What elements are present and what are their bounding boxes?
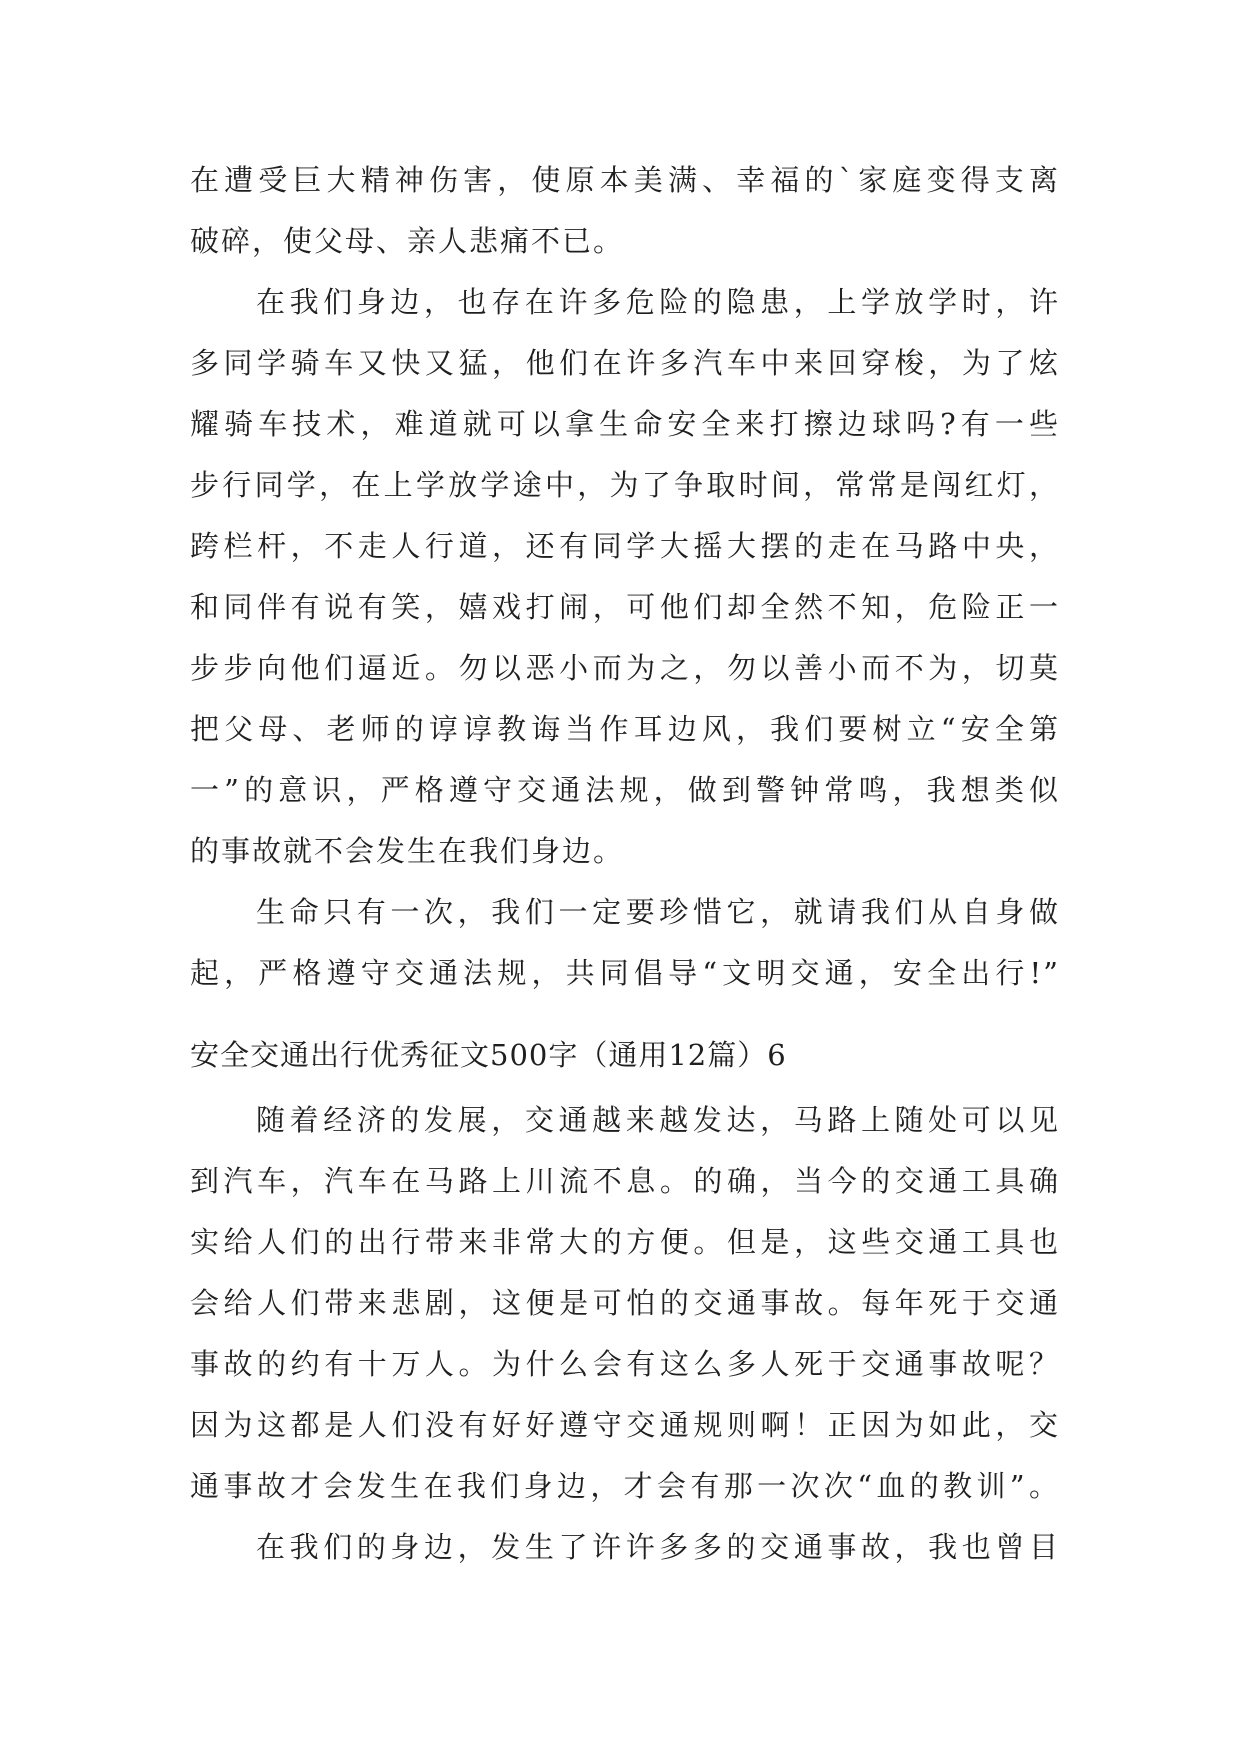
- body-text-block-1: [190, 150, 1060, 1004]
- body-text-block-2: [190, 1090, 1060, 1578]
- text-line: 把父母、老师的谆谆教诲当作耳边风，我们要树立“安全第: [190, 712, 1060, 746]
- text-line: 在我们的身边，发生了许许多多的交通事故，我也曾目: [256, 1530, 1060, 1564]
- text-line: 的事故就不会发生在我们身边。: [190, 834, 625, 868]
- text-line: 随着经济的发展，交通越来越发达，马路上随处可以见: [256, 1103, 1060, 1137]
- text-line: 步行同学，在上学放学途中，为了争取时间，常常是闯红灯，: [190, 468, 1060, 502]
- text-line: 生命只有一次，我们一定要珍惜它，就请我们从自身做: [256, 895, 1060, 929]
- text-line: 耀骑车技术，难道就可以拿生命安全来打擦边球吗?有一些: [190, 407, 1060, 441]
- text-line: 跨栏杆，不走人行道，还有同学大摇大摆的走在马路中央，: [190, 529, 1060, 563]
- section-heading: 安全交通出行优秀征文500字（通用12篇）6: [190, 1038, 787, 1072]
- text-line: 到汽车，汽车在马路上川流不息。的确，当今的交通工具确: [190, 1164, 1060, 1198]
- text-line: 起，严格遵守交通法规，共同倡导“文明交通，安全出行!”: [190, 956, 1060, 990]
- text-line: 因为这都是人们没有好好遵守交通规则啊！正因为如此，交: [190, 1408, 1060, 1442]
- text-line: 一”的意识，严格遵守交通法规，做到警钟常鸣，我想类似: [190, 773, 1060, 807]
- text-line: 事故的约有十万人。为什么会有这么多人死于交通事故呢？: [190, 1347, 1060, 1381]
- text-line: 实给人们的出行带来非常大的方便。但是，这些交通工具也: [190, 1225, 1060, 1259]
- text-line: 破碎，使父母、亲人悲痛不已。: [190, 224, 625, 258]
- text-line: 和同伴有说有笑，嬉戏打闹，可他们却全然不知，危险正一: [190, 590, 1060, 624]
- text-line: 会给人们带来悲剧，这便是可怕的交通事故。每年死于交通: [190, 1286, 1060, 1320]
- text-line: 多同学骑车又快又猛，他们在许多汽车中来回穿梭，为了炫: [190, 346, 1060, 380]
- text-line: 在遭受巨大精神伤害，使原本美满、幸福的`家庭变得支离: [190, 163, 1060, 197]
- text-line: 在我们身边，也存在许多危险的隐患，上学放学时，许: [256, 285, 1060, 319]
- text-line: 步步向他们逼近。勿以恶小而为之，勿以善小而不为，切莫: [190, 651, 1060, 685]
- text-line: 通事故才会发生在我们身边，才会有那一次次“血的教训”。: [190, 1469, 1060, 1503]
